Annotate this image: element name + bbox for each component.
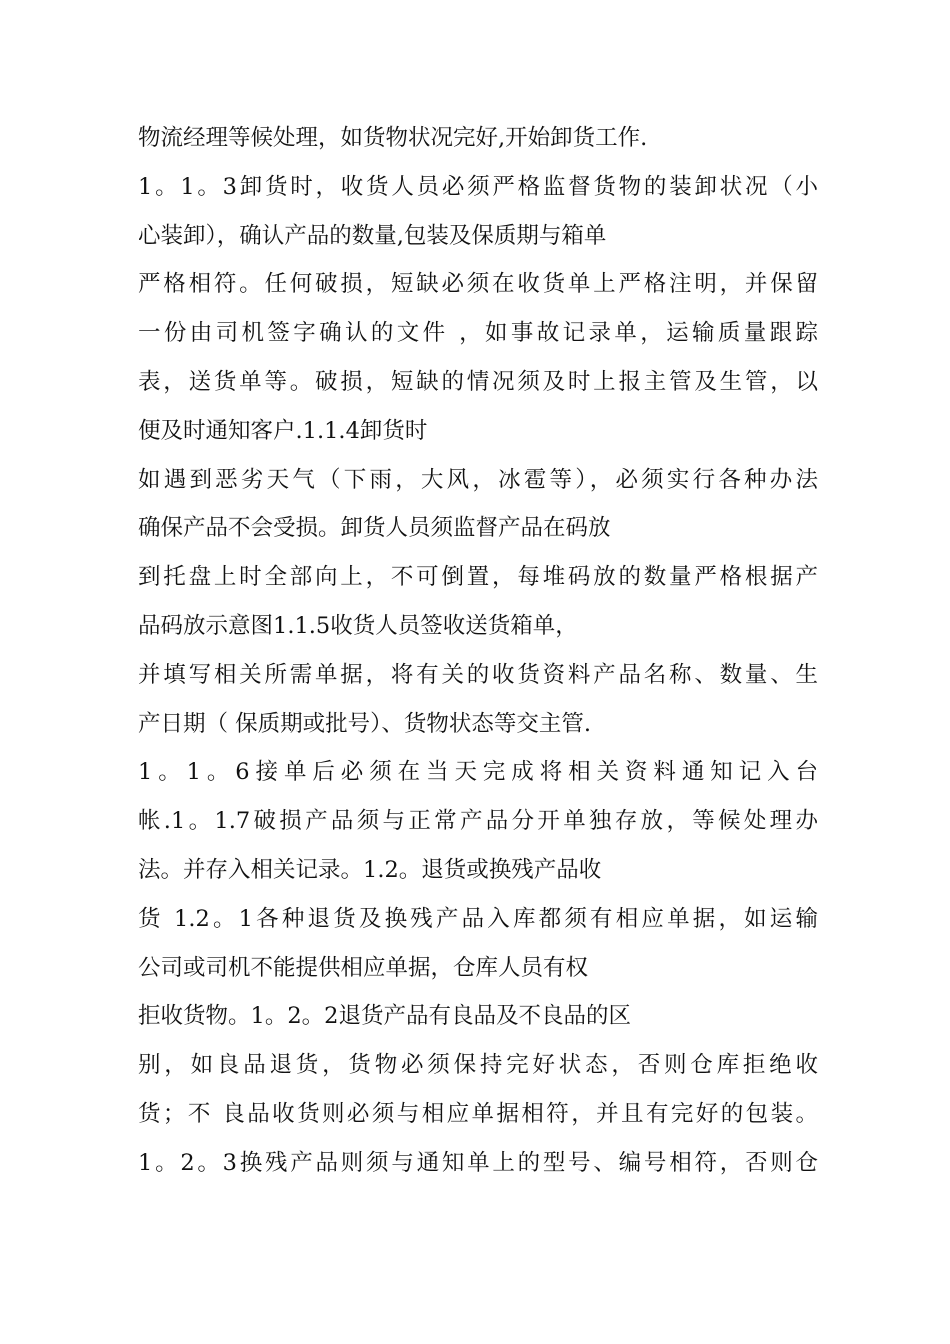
text-line: 货；不 良品收货则必须与相应单据相符，并且有完好的包装。 xyxy=(138,1100,818,1127)
text-line: 1。2。3换残产品则须与通知单上的型号、编号相符，否则仓 xyxy=(138,1149,818,1176)
text-line: 1。1。3卸货时，收货人员必须严格监督货物的装卸状况（小 xyxy=(138,173,818,200)
text-line: 到托盘上时全部向上，不可倒置，每堆码放的数量严格根据产 xyxy=(138,564,818,591)
text-line: 物流经理等候处理，如货物状况完好,开始卸货工作. xyxy=(138,125,648,151)
text-line: 货 1.2。1各种退货及换残产品入库都须有相应单据，如运输 xyxy=(138,905,818,932)
text-line: 帐.1。1.7破损产品须与正常产品分开单独存放，等候处理办 xyxy=(138,808,818,835)
text-line: 品码放示意图1.1.5收货人员签收送货箱单， xyxy=(138,612,578,639)
text-line: 便及时通知客户.1.1.4卸货时 xyxy=(138,417,428,444)
text-line: 表，送货单等。破损，短缺的情况须及时上报主管及生管，以 xyxy=(138,368,818,395)
text-line: 一份由司机签字确认的文件 ，如事故记录单，运输质量跟踪 xyxy=(138,320,818,347)
text-line: 心装卸），确认产品的数量,包装及保质期与箱单 xyxy=(138,222,607,249)
text-line: 严格相符。任何破损，短缺必须在收货单上严格注明，并保留 xyxy=(138,271,818,298)
text-line: 1。1。6接单后必须在当天完成将相关资料通知记入台 xyxy=(138,759,818,786)
text-line: 公司或司机不能提供相应单据，仓库人员有权 xyxy=(138,954,589,981)
text-line: 产日期（ 保质期或批号）、货物状态等交主管. xyxy=(138,710,592,737)
text-line: 别，如良品退货，货物必须保持完好状态，否则仓库拒绝收 xyxy=(138,1052,818,1079)
text-line: 法。并存入相关记录。1.2。退货或换残产品收 xyxy=(138,856,602,883)
text-line: 如遇到恶劣天气（下雨，大风，冰雹等），必须实行各种办法 xyxy=(138,466,818,493)
text-line: 拒收货物。1。2。2退货产品有良品及不良品的区 xyxy=(138,1003,631,1030)
text-line: 确保产品不会受损。卸货人员须监督产品在码放 xyxy=(138,515,611,542)
text-line: 并填写相关所需单据，将有关的收货资料产品名称、数量、生 xyxy=(138,661,818,688)
body-text xyxy=(138,114,818,1188)
